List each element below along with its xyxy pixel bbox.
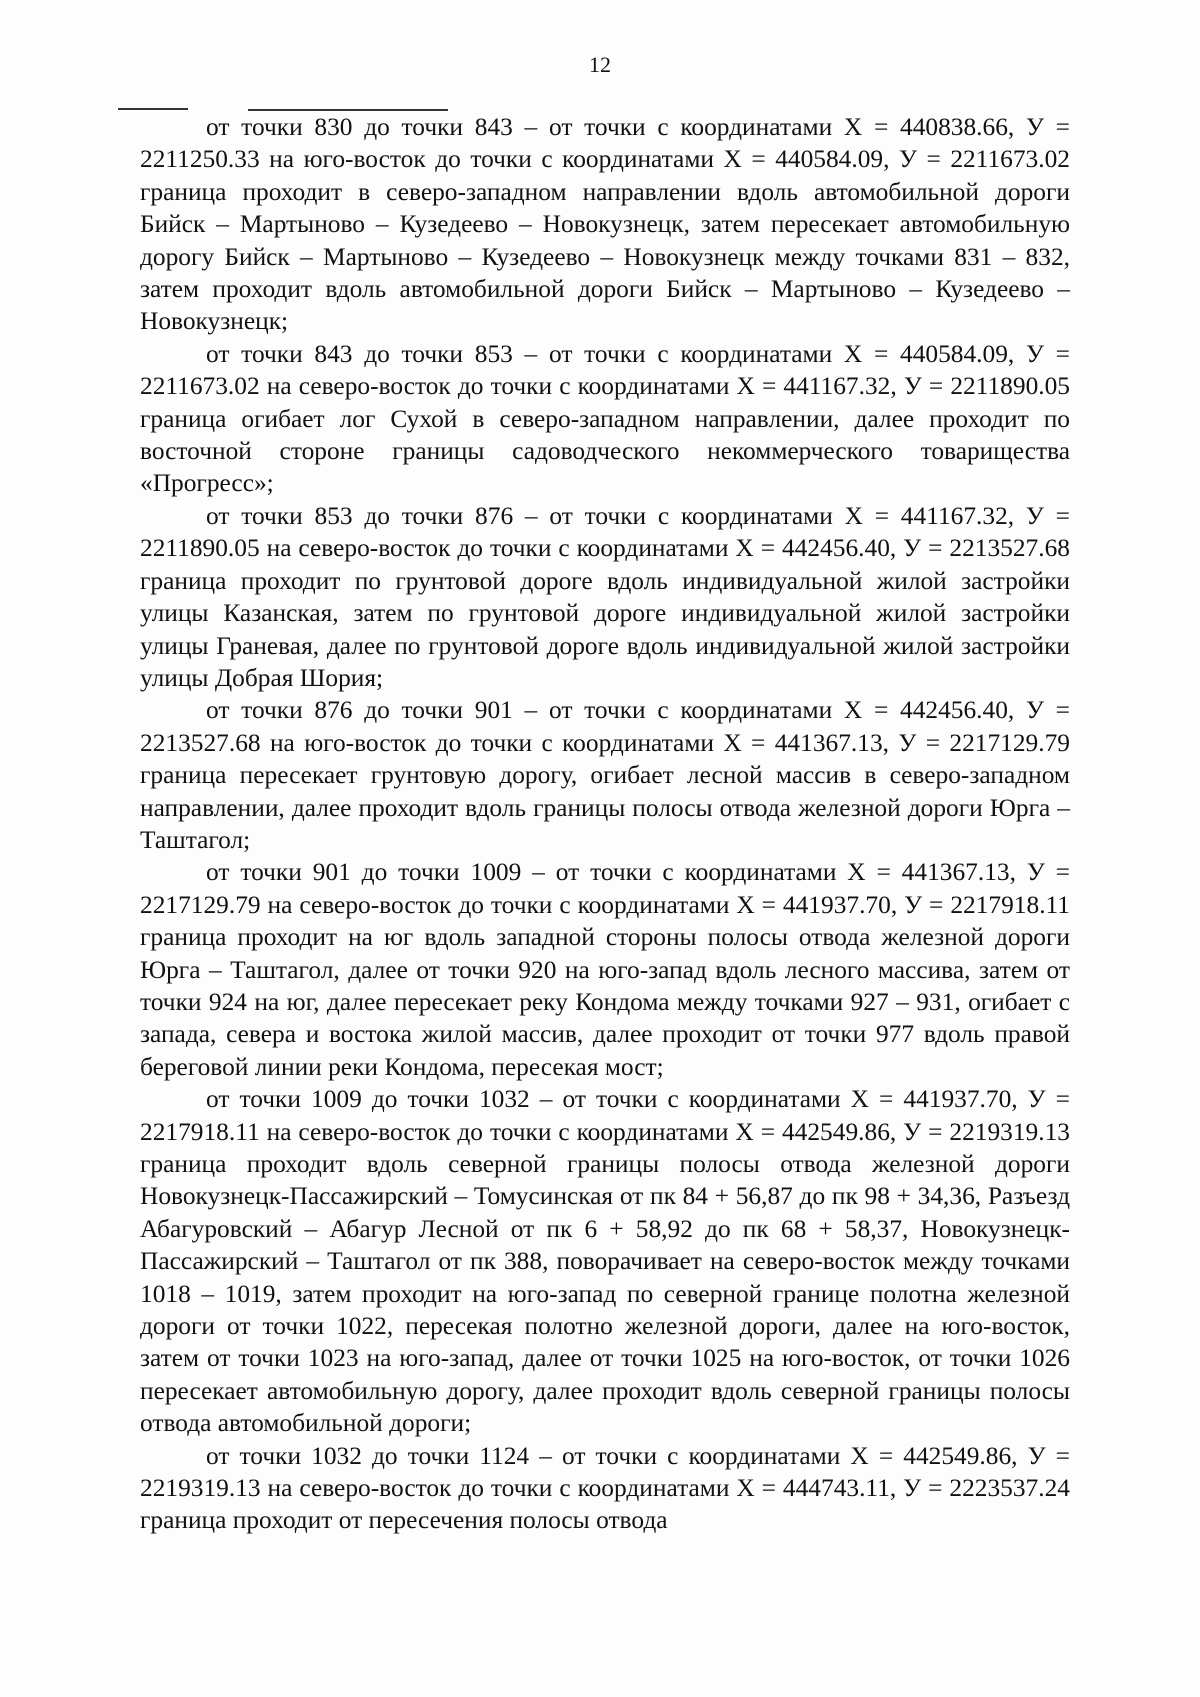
paragraph-843-853: от точки 843 до точки 853 – от точки с координатами Х = 440584.09, У = 2211673.02 на северо-восток до точки с координатами Х = 441167.32, У = 2211890.05 граница огибает лог Сухой в северо-западном направлении, далее проходит по восточной стороне границы садоводческого некоммерческого товарищества «Прогресс»; [140,339,1070,498]
paragraph-830-843: от точки 830 до точки 843 – от точки с координатами Х = 440838.66, У = 2211250.33 на юго-восток до точки с координатами Х = 440584.09, У = 2211673.02 граница проходит в северо-западном направлении вдоль автомобильной дороги Бийск – Мартыново – Кузедеево – Новокузнецк, затем пересекает автомобильную дорогу Бийск – Мартыново – Кузедеево – Новокузнецк между точками 831 – 832, затем проходит вдоль автомобильной дороги Бийск – Мартыново – Кузедеево – Новокузнецк; [140,113,1070,336]
paragraph-1032-1124: от точки 1032 до точки 1124 – от точки с координатами Х = 442549.86, У = 2219319.13 на северо-восток до точки с координатами Х = 444743.11, У = 2223537.24 граница проходит от пересечения полосы отвода [140,1441,1070,1535]
paragraph-901-1009: от точки 901 до точки 1009 – от точки с координатами Х = 441367.13, У = 2217129.79 на северо-восток до точки с координатами Х = 441937.70, У = 2217918.11 граница проходит на юг вдоль западной стороны полосы отвода железной дороги Юрга – Таштагол, далее от точки 920 на юго-запад вдоль лесного массива, затем от точки 924 на юг, далее пересекает реку Кондома между точками 927 – 931, огибает с запада, севера и востока жилой массив, далее проходит от точки 977 вдоль правой береговой линии реки Кондома, пересекая мост; [140,858,1070,1081]
paragraph-853-876: от точки 853 до точки 876 – от точки с координатами Х = 441167.32, У = 2211890.05 на северо-восток до точки с координатами Х = 442456.40, У = 2213527.68 граница проходит по грунтовой дороге вдоль индивидуальной жилой застройки улицы Казанская, затем по грунтовой дороге индивидуальной жилой застройки улицы Граневая, далее по грунтовой дороге вдоль индивидуальной жилой застройки улицы Добрая Шория; [140,501,1070,692]
document-body [140,111,1070,1537]
paragraph-876-901: от точки 876 до точки 901 – от точки с координатами Х = 442456.40, У = 2213527.68 на юго-восток до точки с координатами Х = 441367.13, У = 2217129.79 граница пересекает грунтовую дорогу, огибает лесной массив в северо-западном направлении, далее проходит вдоль границы полосы отвода железной дороги Юрга – Таштагол; [140,696,1070,854]
scan-line [118,108,188,110]
page-number: 12 [589,52,611,77]
paragraph-1009-1032: от точки 1009 до точки 1032 – от точки с координатами Х = 441937.70, У = 2217918.11 на северо-восток до точки с координатами Х = 442549.86, У = 2219319.13 граница проходит вдоль северной границы полосы отвода железной дороги Новокузнецк-Пассажирский – Томусинская от пк 84 + 56,87 до пк 98 + 34,36, Разъезд Абагуровский – Абагур Лесной от пк 6 + 58,92 до пк 68 + 58,37, Новокузнецк-Пассажирский – Таштагол от пк 388, поворачивает на северо-восток между точками 1018 – 1019, затем проходит на юго-запад по северной границе полотна железной дороги от точки 1022, пересекая полотно железной дороги, далее на юго-восток, затем от точки 1023 на юго-запад, далее от точки 1025 на юго-восток, от точки 1026 пересекает автомобильную дорогу, далее проходит вдоль северной границы полосы отвода автомобильной дороги; [140,1085,1070,1438]
